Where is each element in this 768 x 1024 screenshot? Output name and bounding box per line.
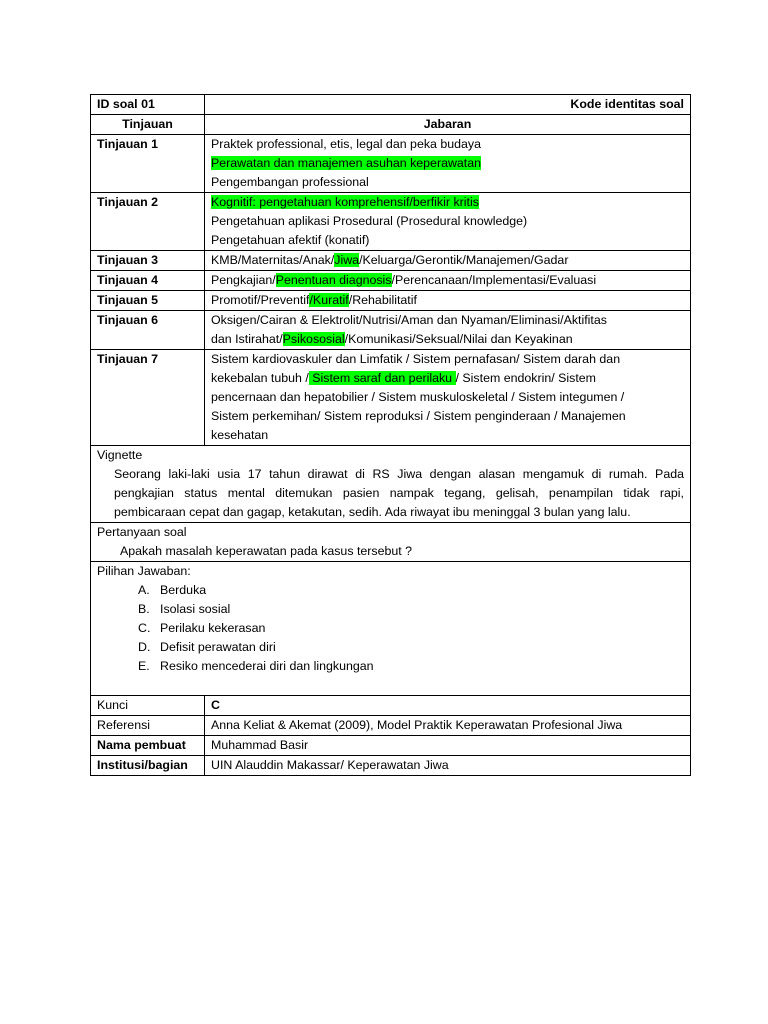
option-text: Berduka [160, 583, 207, 597]
tinjauan-2-label: Tinjauan 2 [91, 193, 205, 251]
tinjauan-3-label: Tinjauan 3 [91, 251, 205, 271]
tinjauan-2-row [91, 193, 691, 251]
kunci-value: C [205, 696, 691, 716]
tinjauan-7-content [205, 350, 691, 446]
option-item [138, 657, 684, 676]
tinjauan-2-line: Pengetahuan afektif (konatif) [211, 233, 370, 247]
tinjauan-6-text: /Komunikasi/Seksual/Nilai dan Keyakinan [344, 332, 573, 346]
option-letter: D. [138, 640, 151, 654]
tinjauan-3-row [91, 251, 691, 271]
pilihan-row [91, 562, 691, 696]
tinjauan-4-text: /Perencanaan/Implementasi/Evaluasi [391, 273, 597, 287]
referensi-label: Referensi [91, 716, 205, 736]
tinjauan-5-row [91, 291, 691, 311]
tinjauan-1-content [205, 135, 691, 193]
col-tinjauan: Tinjauan [91, 115, 205, 135]
pembuat-row [91, 736, 691, 756]
option-list [97, 581, 684, 676]
option-letter: B. [138, 602, 150, 616]
pertanyaan-row [91, 523, 691, 562]
institusi-label: Institusi/bagian [91, 756, 205, 776]
pertanyaan-label: Pertanyaan soal [97, 525, 187, 539]
option-item [138, 638, 684, 657]
option-letter: C. [138, 621, 151, 635]
kunci-label: Kunci [91, 696, 205, 716]
tinjauan-1-line: Pengembangan professional [211, 175, 369, 189]
question-table [90, 94, 691, 776]
option-letter: A. [138, 583, 150, 597]
tinjauan-7-line: Sistem perkemihan/ Sistem reproduksi / Sistem penginderaan / Manajemen [211, 409, 626, 423]
pembuat-label: Nama pembuat [91, 736, 205, 756]
tinjauan-5-content [205, 291, 691, 311]
tinjauan-5-text: Promotif/Preventif [211, 293, 310, 307]
option-letter: E. [138, 659, 150, 673]
option-text: Perilaku kekerasan [160, 621, 266, 635]
tinjauan-1-highlight: Perawatan dan manajemen asuhan keperawatan [211, 156, 482, 170]
pilihan-label: Pilihan Jawaban: [97, 564, 191, 578]
option-text: Resiko mencederai diri dan lingkungan [160, 659, 374, 673]
tinjauan-4-label: Tinjauan 4 [91, 271, 205, 291]
header-row [91, 95, 691, 115]
tinjauan-2-highlight: Kognitif: pengetahuan komprehensif/berfikir kritis [211, 195, 479, 209]
column-header-row [91, 115, 691, 135]
pertanyaan-text: Apakah masalah keperawatan pada kasus tersebut ? [120, 544, 413, 558]
tinjauan-1-label: Tinjauan 1 [91, 135, 205, 193]
tinjauan-3-text: KMB/Maternitas/Anak/ [211, 253, 335, 267]
tinjauan-4-highlight: Penentuan diagnosis [275, 273, 392, 287]
tinjauan-7-row [91, 350, 691, 446]
col-jabaran: Jabaran [205, 115, 691, 135]
tinjauan-6-line: Oksigen/Cairan & Elektrolit/Nutrisi/Aman dan Nyaman/Eliminasi/Aktifitas [211, 313, 607, 327]
institusi-value: UIN Alauddin Makassar/ Keperawatan Jiwa [205, 756, 691, 776]
tinjauan-6-content [205, 311, 691, 350]
tinjauan-6-text: dan Istirahat/ [211, 332, 283, 346]
tinjauan-7-line: kesehatan [211, 428, 269, 442]
pilihan-cell [91, 562, 691, 696]
pertanyaan-cell [91, 523, 691, 562]
tinjauan-7-label: Tinjauan 7 [91, 350, 205, 446]
tinjauan-5-text: /Rehabilitatif [348, 293, 417, 307]
kode-identitas: Kode identitas soal [205, 95, 691, 115]
option-item [138, 600, 684, 619]
vignette-text: Seorang laki-laki usia 17 tahun dirawat di RS Jiwa dengan alasan mengamuk di rumah. Pada pengkajian status mental ditemukan pasien nampak tegang, gelisah, penampilan tidak rapi, pembicaraan cepat dan gagap, ketakutan, sedih. Ada riwayat ibu meninggal 3 bulan yang lalu. [114, 467, 684, 519]
vignette-cell [91, 446, 691, 523]
tinjauan-5-highlight: /Kuratif [309, 293, 349, 307]
tinjauan-6-label: Tinjauan 6 [91, 311, 205, 350]
tinjauan-1-line: Praktek professional, etis, legal dan peka budaya [211, 137, 482, 151]
tinjauan-5-label: Tinjauan 5 [91, 291, 205, 311]
tinjauan-7-line: Sistem kardiovaskuler dan Limfatik / Sistem pernafasan/ Sistem darah dan [211, 352, 621, 366]
referensi-value: Anna Keliat & Akemat (2009), Model Praktik Keperawatan Profesional Jiwa [205, 716, 691, 736]
tinjauan-7-text: kekebalan tubuh / [211, 371, 309, 385]
tinjauan-1-row [91, 135, 691, 193]
pembuat-value: Muhammad Basir [205, 736, 691, 756]
tinjauan-3-content [205, 251, 691, 271]
tinjauan-2-content [205, 193, 691, 251]
tinjauan-4-row [91, 271, 691, 291]
option-text: Isolasi sosial [160, 602, 231, 616]
tinjauan-7-highlight: Sistem saraf dan perilaku [308, 371, 456, 385]
id-soal: ID soal 01 [91, 95, 205, 115]
institusi-row [91, 756, 691, 776]
kunci-row [91, 696, 691, 716]
option-item [138, 619, 684, 638]
vignette-row [91, 446, 691, 523]
tinjauan-6-highlight: Psikososial [282, 332, 345, 346]
vignette-label: Vignette [97, 448, 143, 462]
tinjauan-7-text: / Sistem endokrin/ Sistem [455, 371, 597, 385]
tinjauan-2-line: Pengetahuan aplikasi Prosedural (Prosedural knowledge) [211, 214, 528, 228]
tinjauan-6-row [91, 311, 691, 350]
option-item [138, 581, 684, 600]
tinjauan-7-line: pencernaan dan hepatobilier / Sistem muskuloskeletal / Sistem integumen / [211, 390, 625, 404]
tinjauan-4-text: Pengkajian/ [211, 273, 276, 287]
tinjauan-3-highlight: Jiwa [334, 253, 360, 267]
tinjauan-3-text: /Keluarga/Gerontik/Manajemen/Gadar [359, 253, 569, 267]
referensi-row [91, 716, 691, 736]
option-text: Defisit perawatan diri [160, 640, 276, 654]
tinjauan-4-content [205, 271, 691, 291]
